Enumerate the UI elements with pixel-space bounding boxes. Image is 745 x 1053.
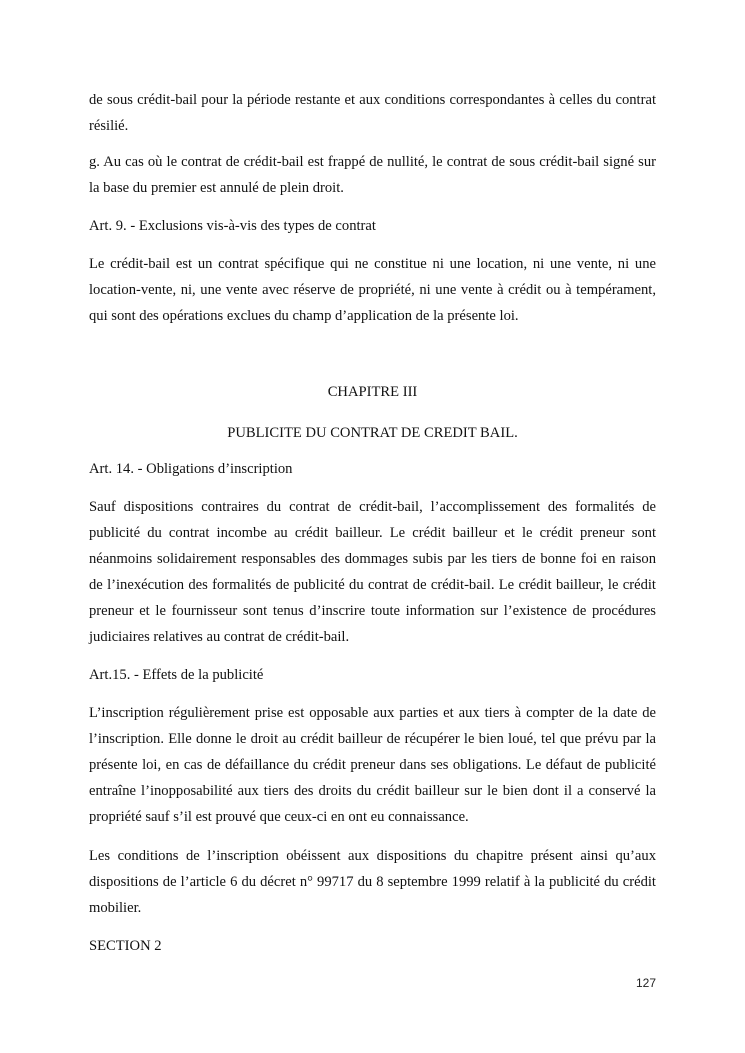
article-9-body: Le crédit-bail est un contrat spécifique qui ne constitue ni une location, ni une vente, ni une location-vente, ni, une vente avec réserve de propriété, ni une vente à crédit ou à tempérament, qui sont des opérations exclues du champ d’application de la présente loi. — [89, 256, 656, 324]
article-15-body-2: Les conditions de l’inscription obéissent aux dispositions du chapitre présent ainsi qu’aux dispositions de l’article 6 du décret n° 99717 du 8 septembre 1999 relatif à la publicité du crédit mobilier. — [89, 848, 656, 916]
article-14-body: Sauf dispositions contraires du contrat de crédit-bail, l’accomplissement des formalités de publicité du contrat incombe au crédit bailleur. Le crédit bailleur et le crédit preneur sont néanmoins solidairement responsables des dommages subis par les tiers de bonne foi en raison de l’inexécution des formalités de publicité du contrat de crédit-bail. Le crédit bailleur, le crédit preneur et le fournisseur sont tenus d’inscrire toute information sur l’existence de procédures judiciaires relatives au contrat de crédit-bail. — [89, 499, 656, 645]
section-heading: SECTION 2 — [89, 938, 162, 954]
page-number: 127 — [635, 976, 656, 990]
paragraph-g: g. Au cas où le contrat de crédit-bail est frappé de nullité, le contrat de sous crédit-bail signé sur la base du premier est annulé de plein droit. — [89, 154, 656, 196]
article-15-body-1: L’inscription régulièrement prise est opposable aux parties et aux tiers à compter de la date de l’inscription. Elle donne le droit au crédit bailleur de récupérer le bien loué, tel que prévu par la présente loi, en cas de défaillance du crédit preneur dans ses obligations. Le défaut de publicité entraîne l’inopposabilité aux tiers des droits du crédit bailleur sur le bien dont il a conservé la propriété sauf s’il est prouvé que ceux-ci en ont eu connaissance. — [89, 705, 656, 825]
article-14-heading: Art. 14. - Obligations d’inscription — [89, 461, 293, 477]
paragraph-continued: de sous crédit-bail pour la période restante et aux conditions correspondantes à celles du contrat résilié. — [89, 92, 656, 134]
article-9-heading: Art. 9. - Exclusions vis-à-vis des types de contrat — [89, 218, 376, 234]
article-15-heading: Art.15. - Effets de la publicité — [89, 667, 264, 683]
chapter-title: CHAPITRE III — [327, 384, 418, 400]
chapter-subtitle: PUBLICITE DU CONTRAT DE CREDIT BAIL. — [227, 425, 518, 441]
